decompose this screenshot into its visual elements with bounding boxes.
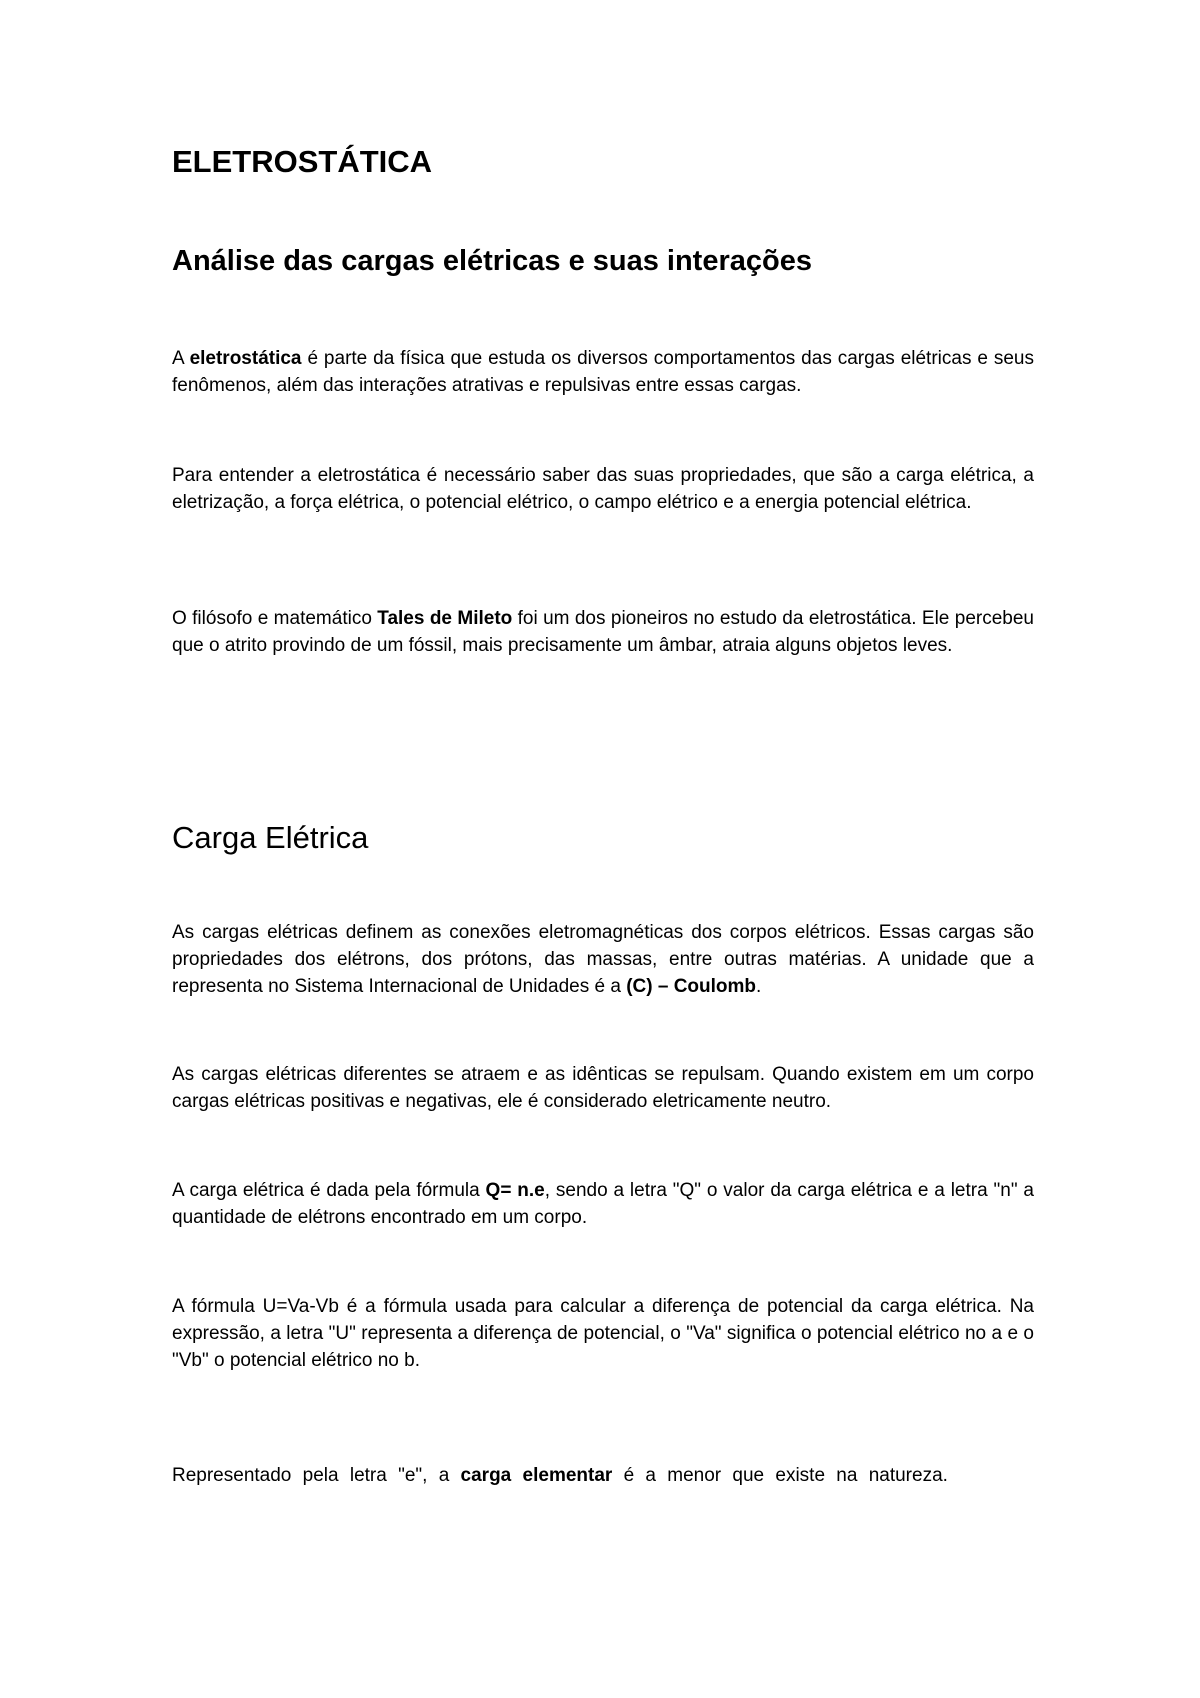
paragraph-formula-start: A carga elétrica é dada pela fórmula: [172, 1180, 486, 1201]
paragraph-formula-q: [172, 1177, 1034, 1231]
paragraph-carga-elementar: [172, 1462, 1034, 1489]
section-heading-carga-eletrica: Carga Elétrica: [172, 820, 369, 855]
paragraph-intro-rest: é parte da física que estuda os diversos comportamentos das cargas elétricas e seus fenômenos, além das interações atrativas e repulsivas entre essas cargas.: [172, 348, 1034, 396]
paragraph-tales-rest: foi um dos pioneiros no estudo da eletrostática. Ele percebeu que o atrito provindo de um fóssil, mais precisamente um âmbar, atraia alguns objetos leves.: [172, 608, 1034, 656]
paragraph-intro-start: A: [172, 348, 190, 369]
paragraph-elementar-start: Representado pela letra "e", a: [172, 1465, 461, 1486]
paragraph-cargas-definicao: [172, 919, 1034, 1000]
document-subtitle: Análise das cargas elétricas e suas interações: [172, 245, 812, 277]
paragraph-intro: [172, 345, 1034, 399]
paragraph-cargas-end: .: [756, 976, 762, 997]
paragraph-elementar-rest: é a menor que existe na natureza.: [612, 1465, 948, 1486]
paragraph-formula-u: A fórmula U=Va-Vb é a fórmula usada para calcular a diferença de potencial da carga elétrica. Na expressão, a letra "U" representa a diferença de potencial, o "Va" significa o potencial elétrico no a e o "Vb" o potencial elétrico no b.: [172, 1296, 1034, 1371]
term-coulomb: (C) – Coulomb: [626, 976, 757, 997]
paragraph-tales: [172, 605, 1034, 659]
term-tales-de-mileto: Tales de Mileto: [377, 608, 513, 629]
document-title: ELETROSTÁTICA: [172, 144, 433, 179]
term-eletrostatica: eletrostática: [189, 348, 302, 369]
paragraph-cargas-start: As cargas elétricas definem as conexões eletromagnéticas dos corpos elétricos. Essas cargas são propriedades dos elétrons, dos prótons, das massas, entre outras matérias. A unidade que a representa no Sistema Internacional de Unidades é a: [172, 922, 1034, 997]
paragraph-tales-start: O filósofo e matemático: [172, 608, 378, 629]
paragraph-formula-rest: , sendo a letra "Q" o valor da carga elétrica e a letra "n" a quantidade de elétrons encontrado em um corpo.: [172, 1180, 1035, 1228]
paragraph-properties: Para entender a eletrostática é necessário saber das suas propriedades, que são a carga elétrica, a eletrização, a força elétrica, o potencial elétrico, o campo elétrico e a energia potencial elétrica.: [172, 465, 1034, 513]
formula-q-ne: Q= n.e: [485, 1180, 545, 1201]
term-carga-elementar: carga elementar: [460, 1465, 613, 1486]
paragraph-atracao-repulsao: As cargas elétricas diferentes se atraem e as idênticas se repulsam. Quando existem em um corpo cargas elétricas positivas e negativas, ele é considerado eletricamente neutro.: [172, 1064, 1034, 1112]
